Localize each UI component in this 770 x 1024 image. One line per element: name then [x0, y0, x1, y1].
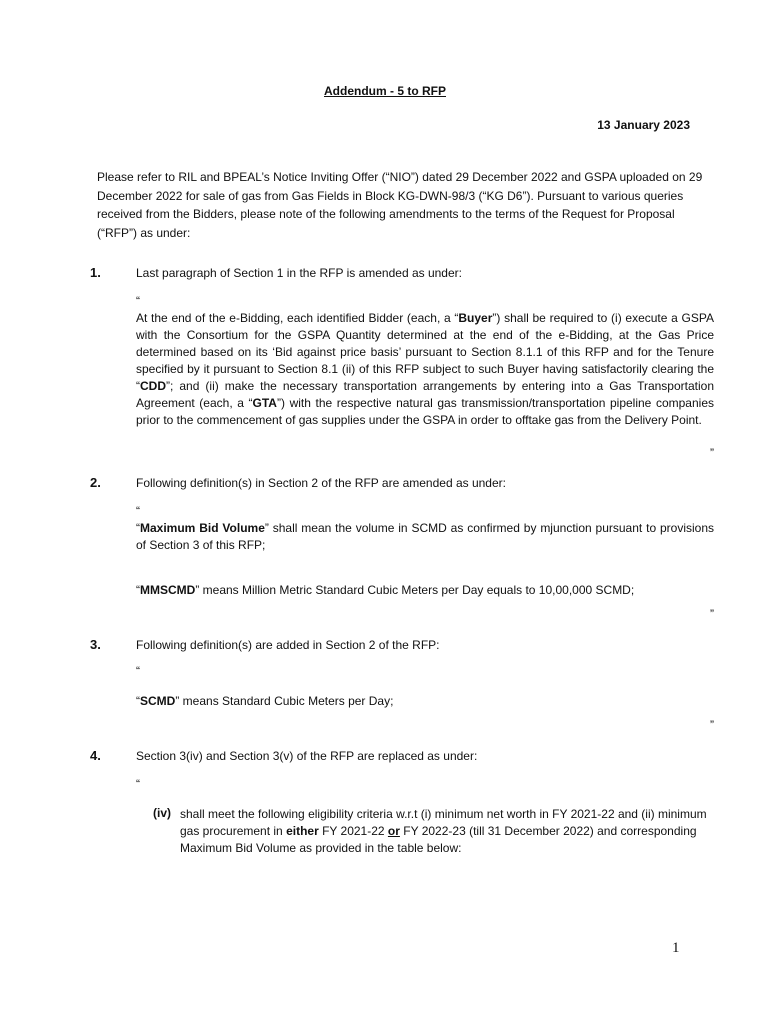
term-gta: GTA: [252, 396, 277, 410]
open-quote: “: [136, 504, 140, 518]
item-number-4: 4.: [90, 748, 101, 763]
close-quote: ”: [710, 718, 714, 732]
sub-clause-text: shall meet the following eligibility criteria w.r.t (i) minimum net worth in FY 2021-22 and (ii) minimum gas procurement in either FY 2021-22 or FY 2022-23 (till 31 December 2022) and corresponding Maximum Bid Volume as provided in the table below:: [180, 807, 707, 855]
term-cdd: CDD: [140, 379, 166, 393]
intro-paragraph: Please refer to RIL and BPEAL’s Notice Inviting Offer (“NIO”) dated 29 December 2022 and GSPA uploaded on 29 December 2022 for sale of gas from Gas Fields in Block KG-DWN-98/3 (“KG D6”). Pursuant to various queries received from the Bidders, please note of the following amendments to the terms of the Request for Proposal (“RFP”) as under:: [97, 170, 703, 240]
document-title: Addendum - 5 to RFP: [324, 84, 446, 98]
definition-mmscmd: “MMSCMD” means Million Metric Standard Cubic Meters per Day equals to 10,00,000 SCMD;: [136, 583, 635, 597]
sub-clause-label: (iv): [153, 806, 171, 820]
item-1-paragraph: At the end of the e-Bidding, each identified Bidder (each, a “Buyer”) shall be required to (i) execute a GSPA with the Consortium for the GSPA Quantity determined at the end of the e-Bidding, at the Gas Price determined based on its ‘Bid against price basis’ pursuant to Section 8.1.1 of this RFP and for the Tenure specified by it pursuant to Section 8.1 (ii) of this RFP subject to such Buyer having satisfactorily clearing the “CDD”; and (ii) make the necessary transportation arrangements by entering into a Gas Transportation Agreement (each, a “GTA”) with the respective natural gas transmission/transportation pipeline companies prior to the commencement of gas supplies under the GSPA in order to offtake gas from the Delivery Point.: [136, 311, 714, 427]
item-number-1: 1.: [90, 265, 101, 280]
term-buyer: Buyer: [458, 311, 493, 325]
item-number-2: 2.: [90, 475, 101, 490]
document-date: 13 January 2023: [597, 118, 690, 132]
open-quote: “: [136, 664, 140, 678]
definition-scmd: “SCMD” means Standard Cubic Meters per Day;: [136, 694, 394, 708]
open-quote: “: [136, 777, 140, 791]
item-number-3: 3.: [90, 637, 101, 652]
close-quote: ”: [710, 446, 714, 460]
close-quote: ”: [710, 607, 714, 621]
item-1-lead: Last paragraph of Section 1 in the RFP is amended as under:: [136, 266, 462, 280]
item-3-lead: Following definition(s) are added in Section 2 of the RFP:: [136, 638, 440, 652]
item-2-lead: Following definition(s) in Section 2 of the RFP are amended as under:: [136, 476, 506, 490]
open-quote: “: [136, 294, 140, 308]
page-number: 1: [672, 940, 680, 956]
item-4-lead: Section 3(iv) and Section 3(v) of the RFP are replaced as under:: [136, 749, 478, 763]
definition-maximum-bid-volume: “Maximum Bid Volume” shall mean the volume in SCMD as confirmed by mjunction pursuant to provisions of Section 3 of this RFP;: [136, 521, 715, 552]
